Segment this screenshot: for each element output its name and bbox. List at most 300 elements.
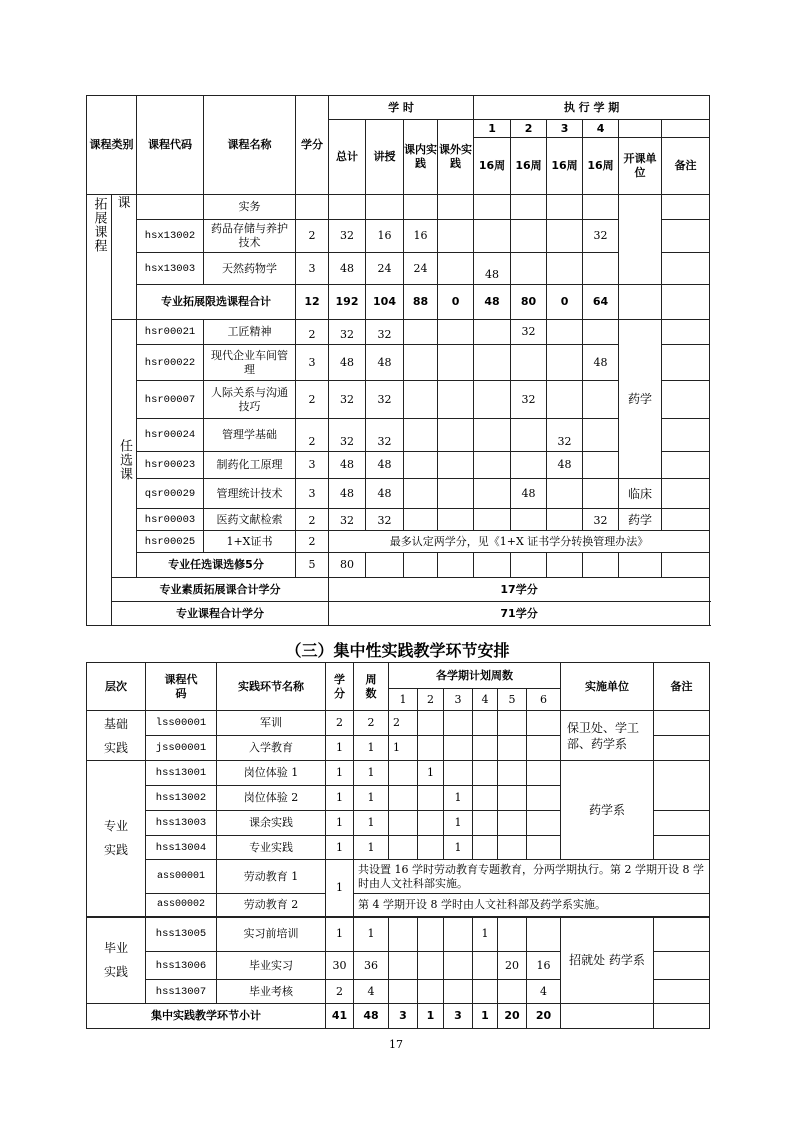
total-s5: 20 — [498, 1004, 527, 1029]
table-row — [87, 345, 710, 381]
header-sem-3: 3 — [547, 120, 583, 138]
cell-name: 天然药物学 — [204, 253, 296, 285]
cell-remark — [662, 253, 710, 285]
cell-s2 — [511, 452, 547, 479]
cell-s5: 20 — [498, 952, 527, 980]
header-sem-3: 3 — [444, 689, 473, 711]
cell-total: 32 — [329, 381, 366, 419]
cell-name: 入学教育 — [217, 736, 326, 761]
course-total-label: 专业课程合计学分 — [112, 602, 329, 626]
cell-lecture: 24 — [366, 253, 404, 285]
cell-unit — [561, 1004, 654, 1029]
header-hours-in-practice: 课内实践 — [404, 120, 438, 195]
cell-s3 — [547, 381, 583, 419]
header-blank — [619, 120, 662, 138]
cell-weeks: 1 — [354, 917, 389, 952]
cell-remark — [662, 509, 710, 531]
cell-weeks: 36 — [354, 952, 389, 980]
cell-s4 — [473, 952, 498, 980]
table-row — [87, 509, 710, 531]
cell-in-practice — [404, 509, 438, 531]
header-code: 课程代码 — [146, 663, 217, 711]
level-professional: 专业实践 — [87, 761, 146, 917]
total-s2: 1 — [418, 1004, 444, 1029]
cell-name: 现代企业车间管理 — [204, 345, 296, 381]
cell-out-practice — [438, 381, 474, 419]
cell-in-practice — [404, 320, 438, 345]
cell-name: 岗位体验 1 — [217, 761, 326, 786]
unit-basic: 保卫处、学工部、药学系 — [561, 711, 654, 761]
cell-s6 — [527, 811, 561, 836]
cell-name: 军训 — [217, 711, 326, 736]
cell-s3 — [444, 952, 473, 980]
practice-total-label: 集中实践教学环节小计 — [87, 1004, 326, 1029]
total-s6: 20 — [527, 1004, 561, 1029]
cell-s1 — [389, 811, 418, 836]
total-s3: 0 — [547, 285, 583, 320]
total-credit: 12 — [296, 285, 329, 320]
cell-credit: 1 — [326, 736, 354, 761]
total-in-practice: 88 — [404, 285, 438, 320]
cell-remark — [662, 195, 710, 220]
total-out-practice: 0 — [438, 285, 474, 320]
table-row — [87, 253, 710, 285]
cell-remark — [654, 952, 710, 980]
cell-code: jss00001 — [146, 736, 217, 761]
cell-s3 — [444, 711, 473, 736]
category-expansion — [87, 195, 112, 626]
header-weeks-3: 16周 — [547, 138, 583, 195]
cell-weeks: 1 — [354, 786, 389, 811]
cell-total: 32 — [329, 220, 366, 253]
cell-in-practice — [404, 452, 438, 479]
cell-code: hsr00003 — [137, 509, 204, 531]
cell-s2 — [511, 509, 547, 531]
cell-empty — [404, 553, 438, 578]
cell-out-practice — [438, 345, 474, 381]
header-name: 课程名称 — [204, 96, 296, 195]
header-sem-1: 1 — [389, 689, 418, 711]
header-sem-1: 1 — [474, 120, 511, 138]
cell-s6: 4 — [527, 980, 561, 1004]
category-restricted-fragment: 课 — [112, 195, 137, 320]
total-credit: 5 — [296, 553, 329, 578]
header-sem-4: 4 — [583, 120, 619, 138]
cell-credit: 3 — [296, 452, 329, 479]
total-s1: 48 — [474, 285, 511, 320]
cell-in-practice — [404, 479, 438, 509]
cell-weeks: 1 — [354, 836, 389, 860]
cell-total: 48 — [329, 345, 366, 381]
cell-s1: 2 — [389, 711, 418, 736]
cell-s3 — [547, 320, 583, 345]
cell-s4 — [583, 479, 619, 509]
cell-s1: 1 — [389, 736, 418, 761]
cell-code: hsr00022 — [137, 345, 204, 381]
cell-s3 — [547, 345, 583, 381]
cell-s4 — [473, 811, 498, 836]
cell-s4: 32 — [583, 220, 619, 253]
cell-name: 劳动教育 1 — [217, 860, 326, 894]
cell-s2: 32 — [511, 320, 547, 345]
cell-credit: 2 — [326, 711, 354, 736]
cell-s2 — [511, 253, 547, 285]
cell-code: hss13003 — [146, 811, 217, 836]
cell-total: 48 — [329, 479, 366, 509]
cell-s1 — [474, 479, 511, 509]
unit-professional: 药学系 — [561, 761, 654, 860]
header-credit: 学分 — [296, 96, 329, 195]
cell-in-practice — [404, 195, 438, 220]
cell-remark — [662, 320, 710, 345]
header-remark: 备注 — [662, 138, 710, 195]
cell-s2 — [418, 952, 444, 980]
cell-out-practice — [438, 195, 474, 220]
cell-s2 — [511, 345, 547, 381]
total-s4: 64 — [583, 285, 619, 320]
cell-remark — [654, 980, 710, 1004]
cell-code: hsr00023 — [137, 452, 204, 479]
cell-name: 课余实践 — [217, 811, 326, 836]
cell-s1 — [389, 952, 418, 980]
table-row — [87, 220, 710, 253]
elective-total-label: 专业任选课选修5分 — [137, 553, 296, 578]
cell-s2 — [418, 980, 444, 1004]
cell-s3: 48 — [547, 452, 583, 479]
restricted-total-row — [87, 285, 710, 320]
cell-remark — [654, 736, 710, 761]
cell-remark — [662, 381, 710, 419]
cell-lecture: 16 — [366, 220, 404, 253]
level-basic: 基础实践 — [87, 711, 146, 761]
elective-total-row — [87, 553, 710, 578]
cell-s1 — [474, 381, 511, 419]
total-lecture: 104 — [366, 285, 404, 320]
cell-s3: 1 — [444, 786, 473, 811]
category-elective-label: 任选课 — [117, 438, 132, 481]
cell-s3 — [444, 980, 473, 1004]
cell-credit: 3 — [296, 345, 329, 381]
cell-s5 — [498, 836, 527, 860]
cell-code: hsx13003 — [137, 253, 204, 285]
quality-total-row — [87, 578, 710, 602]
cell-s4: 48 — [583, 345, 619, 381]
cell-out-practice — [438, 479, 474, 509]
expansion-courses-table — [86, 95, 710, 626]
cell-name: 制药化工原理 — [204, 452, 296, 479]
cell-s6 — [527, 917, 561, 952]
restricted-total-label: 专业拓展限选课程合计 — [137, 285, 296, 320]
cell-name: 实习前培训 — [217, 917, 326, 952]
cell-s3: 32 — [547, 419, 583, 452]
cell-remark — [654, 917, 710, 952]
cell-s6 — [527, 761, 561, 786]
cell-empty — [474, 553, 511, 578]
cell-s2 — [511, 419, 547, 452]
cell-empty — [619, 553, 662, 578]
cell-in-practice: 16 — [404, 220, 438, 253]
cell-credit: 2 — [296, 320, 329, 345]
cell-empty — [662, 553, 710, 578]
header-blank — [662, 120, 710, 138]
cell-s5 — [498, 761, 527, 786]
level-graduation: 毕业实践 — [87, 917, 146, 1004]
cell-in-practice: 24 — [404, 253, 438, 285]
header-credit: 学分 — [326, 663, 354, 711]
cell-s2: 48 — [511, 479, 547, 509]
cell-lecture: 48 — [366, 345, 404, 381]
cell-remark — [654, 761, 710, 811]
cell-weeks: 1 — [354, 811, 389, 836]
cell-s1 — [389, 836, 418, 860]
cell-total: 32 — [329, 419, 366, 452]
cell-s2 — [511, 220, 547, 253]
cell-s4 — [583, 419, 619, 452]
cell-s3 — [444, 761, 473, 786]
cell-s5 — [498, 917, 527, 952]
cell-s5 — [498, 980, 527, 1004]
cell-s1 — [474, 220, 511, 253]
cell-credit: 2 — [296, 220, 329, 253]
table-row — [87, 381, 710, 419]
cell-labor-credit: 1 — [326, 860, 354, 917]
cell-total: 32 — [329, 509, 366, 531]
cell-total: 32 — [329, 320, 366, 345]
cell-s1 — [474, 345, 511, 381]
cell-unit-pharmacy: 药学 — [619, 320, 662, 479]
cell-in-practice — [404, 381, 438, 419]
cell-code: ass00001 — [146, 860, 217, 894]
cell-credit: 1 — [326, 917, 354, 952]
table-row — [87, 917, 710, 952]
cell-s1 — [474, 195, 511, 220]
cell-s1 — [389, 761, 418, 786]
cell-empty — [366, 553, 404, 578]
header-sem-6: 6 — [527, 689, 561, 711]
cell-s2: 32 — [511, 381, 547, 419]
header-code: 课程代码 — [137, 96, 204, 195]
cell-out-practice — [438, 320, 474, 345]
cell-code: hsx13002 — [137, 220, 204, 253]
cell-s4 — [583, 195, 619, 220]
cell-lecture: 48 — [366, 479, 404, 509]
cell-s2 — [418, 786, 444, 811]
cell-s4 — [473, 786, 498, 811]
header-hours-lecture: 讲授 — [366, 120, 404, 195]
cell-code: hsr00024 — [137, 419, 204, 452]
total-hours: 80 — [329, 553, 366, 578]
total-s3: 3 — [444, 1004, 473, 1029]
cell-out-practice — [438, 253, 474, 285]
header-sem-group: 各学期计划周数 — [389, 663, 561, 689]
cell-credit: 2 — [296, 531, 329, 553]
cell-name: 毕业考核 — [217, 980, 326, 1004]
cell-weeks: 1 — [354, 761, 389, 786]
cell-s6 — [527, 786, 561, 811]
cell-remark — [662, 285, 710, 320]
cell-s4 — [583, 253, 619, 285]
cell-s5 — [498, 811, 527, 836]
cell-s1 — [389, 917, 418, 952]
cell-credit: 1 — [326, 811, 354, 836]
cell-s4 — [473, 836, 498, 860]
cell-name: 工匠精神 — [204, 320, 296, 345]
header-sem-5: 5 — [498, 689, 527, 711]
cell-credit: 3 — [296, 253, 329, 285]
header-unit: 实施单位 — [561, 663, 654, 711]
header-weeks: 周数 — [354, 663, 389, 711]
header-level: 层次 — [87, 663, 146, 711]
cell-s5 — [498, 711, 527, 736]
cell-credit — [296, 195, 329, 220]
cell-code: hss13004 — [146, 836, 217, 860]
cell-s1 — [389, 786, 418, 811]
cell-name: 管理统计技术 — [204, 479, 296, 509]
cell-s6 — [527, 711, 561, 736]
cell-code: hss13005 — [146, 917, 217, 952]
cell-name: 医药文献检索 — [204, 509, 296, 531]
cell-s1 — [474, 509, 511, 531]
cell-s1: 48 — [474, 253, 511, 285]
table-row — [87, 860, 710, 894]
cell-lecture: 32 — [366, 320, 404, 345]
cell-credit: 2 — [296, 509, 329, 531]
table-row — [87, 419, 710, 452]
cell-unit — [619, 285, 662, 320]
cell-s4 — [473, 761, 498, 786]
cell-remark — [662, 479, 710, 509]
table-row — [87, 452, 710, 479]
table-row — [87, 195, 710, 220]
cell-s2 — [418, 736, 444, 761]
cell-s3 — [547, 509, 583, 531]
cell-s1 — [474, 419, 511, 452]
table-row — [87, 761, 710, 786]
cell-s4 — [583, 452, 619, 479]
header-hours-total: 总计 — [329, 120, 366, 195]
cell-out-practice — [438, 509, 474, 531]
cell-code: ass00002 — [146, 894, 217, 917]
cell-code: hss13006 — [146, 952, 217, 980]
page-number: 17 — [389, 1038, 403, 1051]
cell-s4 — [583, 381, 619, 419]
cell-code: hsr00021 — [137, 320, 204, 345]
cell-lecture: 32 — [366, 381, 404, 419]
cell-s2 — [418, 917, 444, 952]
cell-unit — [619, 195, 662, 285]
cell-name: 药品存储与养护技术 — [204, 220, 296, 253]
cell-name: 专业实践 — [217, 836, 326, 860]
cell-name: 管理学基础 — [204, 419, 296, 452]
cell-name: 岗位体验 2 — [217, 786, 326, 811]
cell-weeks: 1 — [354, 736, 389, 761]
cell-credit: 3 — [296, 479, 329, 509]
cell-credit: 30 — [326, 952, 354, 980]
cell-s3 — [547, 220, 583, 253]
practice-total-row — [87, 1004, 710, 1029]
cell-out-practice — [438, 452, 474, 479]
cert-row — [87, 531, 710, 553]
cell-weeks: 4 — [354, 980, 389, 1004]
cell-remark — [654, 1004, 710, 1029]
cell-code: hsr00025 — [137, 531, 204, 553]
header-weeks-4: 16周 — [583, 138, 619, 195]
cell-code — [137, 195, 204, 220]
cell-remark — [662, 419, 710, 452]
cell-code: hsr00007 — [137, 381, 204, 419]
cell-out-practice — [438, 220, 474, 253]
quality-total-value: 17学分 — [329, 578, 710, 602]
header-hours-out-practice: 课外实践 — [438, 120, 474, 195]
category-expansion-label: 拓展课程 — [91, 197, 107, 253]
cell-code: hss13007 — [146, 980, 217, 1004]
labor-note-2: 第 4 学期开设 8 学时由人文社科部及药学系实施。 — [354, 894, 710, 917]
cell-credit: 2 — [326, 980, 354, 1004]
cell-s3 — [547, 479, 583, 509]
cell-lecture — [366, 195, 404, 220]
table-row — [87, 479, 710, 509]
header-category: 课程类别 — [87, 96, 137, 195]
cell-s3 — [547, 253, 583, 285]
header-sem-2: 2 — [418, 689, 444, 711]
cell-s3: 1 — [444, 811, 473, 836]
cell-s1 — [389, 980, 418, 1004]
labor-note-1: 共设置 16 学时劳动教育专题教育，分两学期执行。第 2 学期开设 8 学时由人文社科部实施。 — [354, 860, 710, 894]
cell-remark — [654, 836, 710, 860]
cell-name: 人际关系与沟通技巧 — [204, 381, 296, 419]
total-s4: 1 — [473, 1004, 498, 1029]
cell-lecture: 32 — [366, 509, 404, 531]
cell-unit-clinical: 临床 — [619, 479, 662, 509]
cell-code: hss13001 — [146, 761, 217, 786]
total-s2: 80 — [511, 285, 547, 320]
course-total-row — [87, 602, 710, 626]
course-total-value: 71学分 — [329, 602, 710, 626]
cell-in-practice — [404, 345, 438, 381]
cell-s4 — [473, 980, 498, 1004]
cell-remark — [654, 711, 710, 736]
total-s1: 3 — [389, 1004, 418, 1029]
cell-code: hss13002 — [146, 786, 217, 811]
cell-total: 48 — [329, 253, 366, 285]
unit-graduation: 招就处 药学系 — [561, 917, 654, 1004]
header-sem-2: 2 — [511, 120, 547, 138]
cell-empty — [511, 553, 547, 578]
category-elective — [112, 320, 137, 578]
cell-credit: 2 — [296, 419, 329, 452]
cell-s4 — [583, 320, 619, 345]
cell-in-practice — [404, 419, 438, 452]
cell-s6 — [527, 736, 561, 761]
cell-s3 — [444, 917, 473, 952]
cell-s5 — [498, 786, 527, 811]
cell-total: 48 — [329, 452, 366, 479]
cell-s3 — [547, 195, 583, 220]
total-credit: 41 — [326, 1004, 354, 1029]
table-row — [87, 711, 710, 736]
total-hours: 192 — [329, 285, 366, 320]
cell-name: 劳动教育 2 — [217, 894, 326, 917]
section-title: （三）集中性实践教学环节安排 — [285, 641, 510, 660]
cell-name: 1+X证书 — [204, 531, 296, 553]
cell-name: 毕业实习 — [217, 952, 326, 980]
cell-empty — [438, 553, 474, 578]
cell-lecture: 48 — [366, 452, 404, 479]
cell-s1 — [474, 452, 511, 479]
total-weeks: 48 — [354, 1004, 389, 1029]
cell-s3: 1 — [444, 836, 473, 860]
cell-credit: 2 — [296, 381, 329, 419]
